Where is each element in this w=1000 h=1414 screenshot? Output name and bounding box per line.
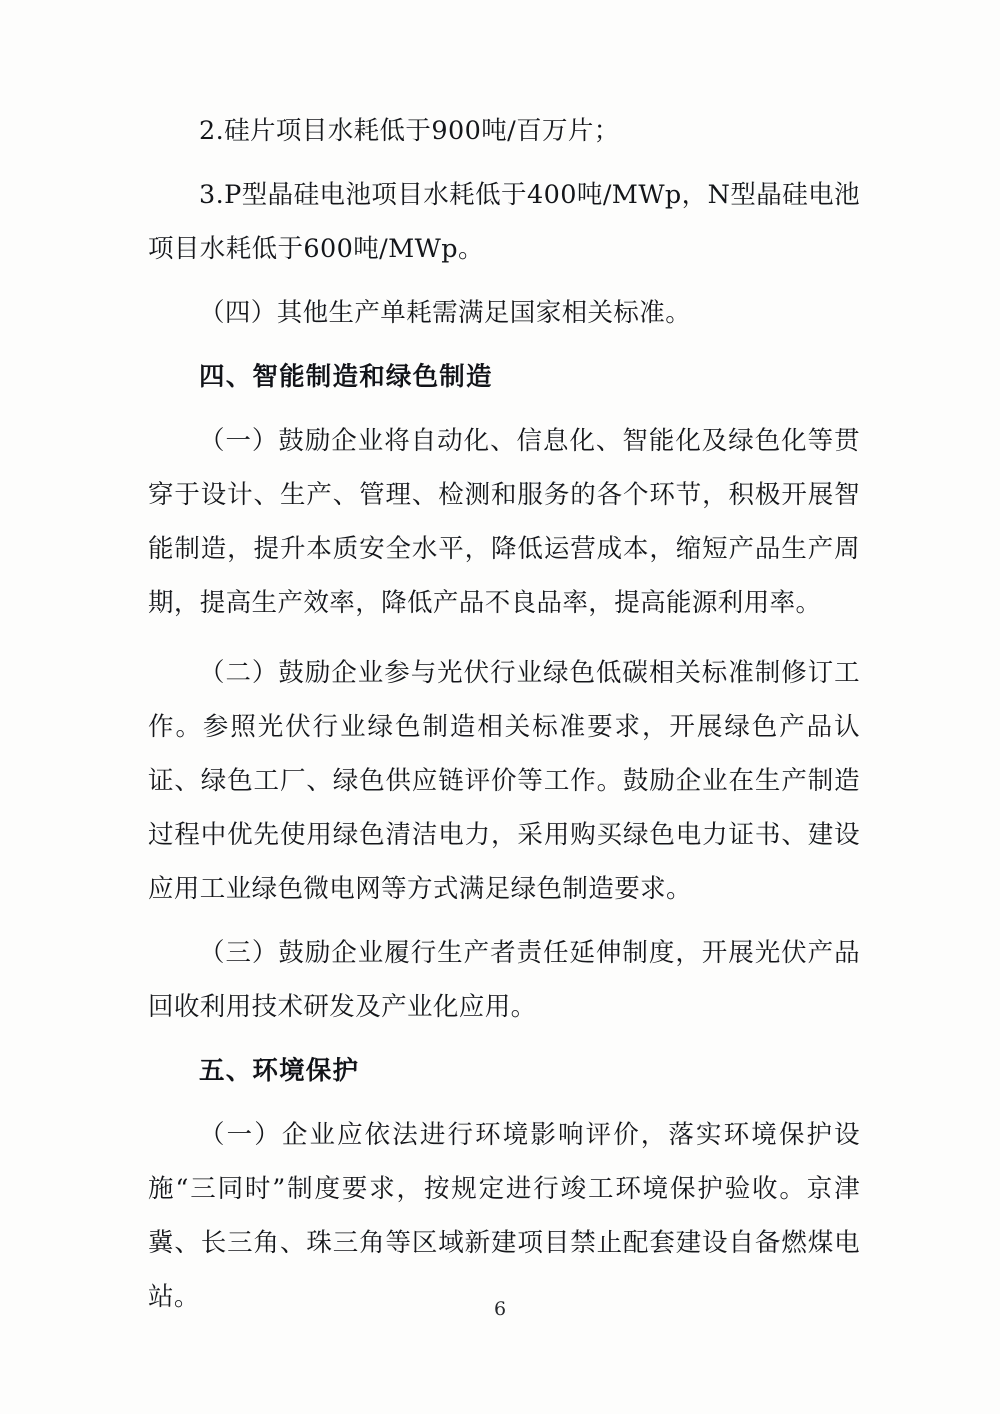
paragraph-section-4-item-3: （三）鼓励企业履行生产者责任延伸制度，开展光伏产品回收利用技术研发及产业化应用。 — [148, 938, 860, 1022]
spacer — [148, 1098, 860, 1108]
paragraph-section-5-item-1: （一）企业应依法进行环境影响评价，落实环境保护设施“三同时”制度要求，按规定进行竣工环境保护验收。京津冀、长三角、珠三角等区域新建项目禁止配套建设自备燃煤电站。 — [148, 1120, 860, 1312]
paragraph-item-3-cell-water: 3.P型晶硅电池项目水耗低于400吨/MWp，N型晶硅电池项目水耗低于600吨/MWp。 — [148, 180, 860, 264]
spacer — [148, 1034, 860, 1044]
section-heading-5: 五、环境保护 — [199, 1056, 360, 1086]
paragraph-item-4-other-consumption: （四）其他生产单耗需满足国家相关标准。 — [199, 298, 692, 328]
paragraph-item-2-wafer-water: 2.硅片项目水耗低于900吨/百万片； — [199, 116, 620, 146]
spacer — [148, 158, 860, 168]
spacer — [148, 340, 860, 350]
spacer — [148, 404, 860, 414]
paragraph-section-4-item-2: （二）鼓励企业参与光伏行业绿色低碳相关标准制修订工作。参照光伏行业绿色制造相关标准要求，开展绿色产品认证、绿色工厂、绿色供应链评价等工作。鼓励企业在生产制造过程中优先使用绿色清洁电力，采用购买绿色电力证书、建设应用工业绿色微电网等方式满足绿色制造要求。 — [148, 658, 860, 904]
document-body — [148, 104, 860, 1324]
section-heading-4: 四、智能制造和绿色制造 — [199, 362, 493, 392]
spacer — [148, 630, 860, 646]
paragraph-section-4-item-1: （一）鼓励企业将自动化、信息化、智能化及绿色化等贯穿于设计、生产、管理、检测和服务的各个环节，积极开展智能制造，提升本质安全水平，降低运营成本，缩短产品生产周期，提高生产效率，降低产品不良品率，提高能源利用率。 — [148, 426, 860, 618]
page-number: 6 — [493, 1298, 507, 1320]
spacer — [148, 916, 860, 926]
spacer — [148, 276, 860, 286]
